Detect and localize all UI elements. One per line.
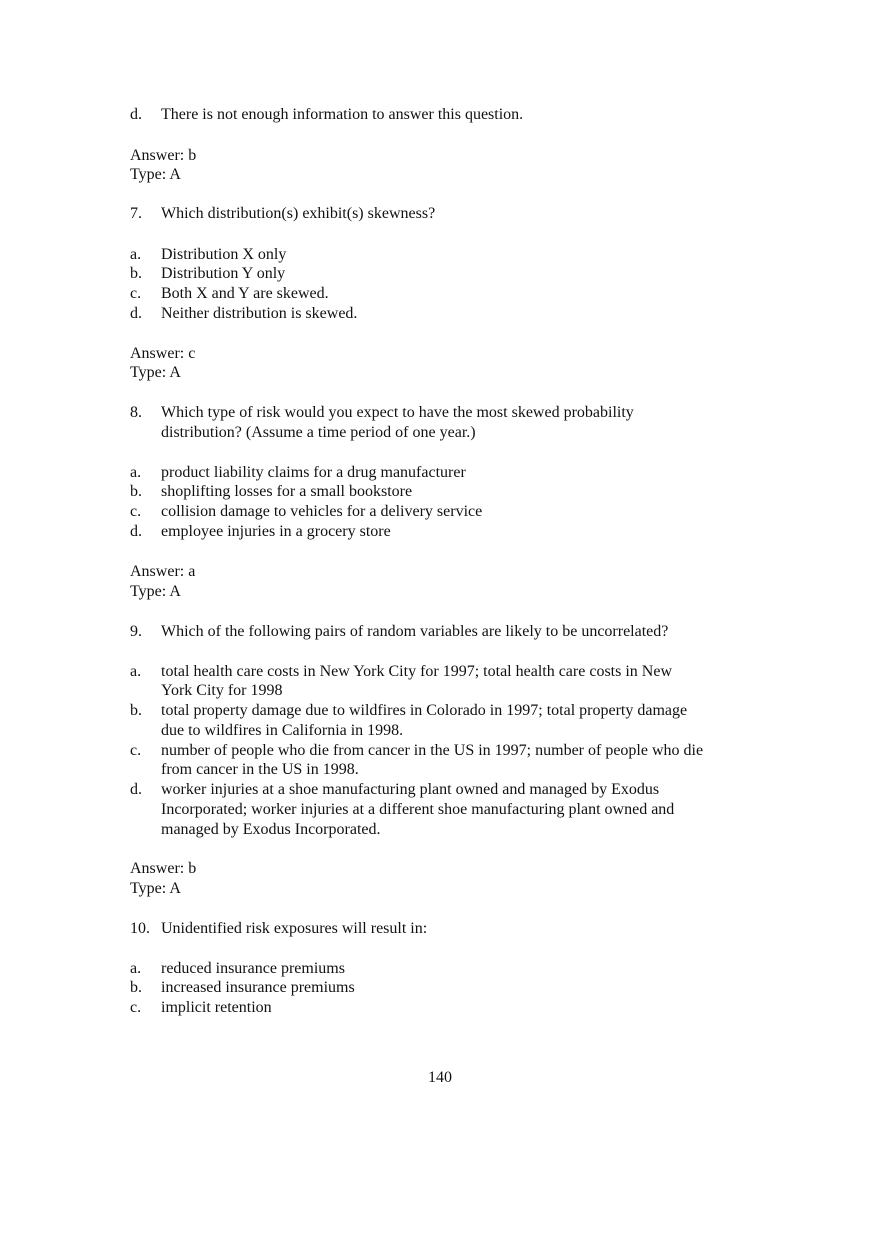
option-letter: c. [130, 503, 142, 520]
option-text: number of people who die from cancer in the US in 1997; number of people who die [161, 742, 704, 759]
option-text: There is not enough information to answer this question. [161, 106, 524, 123]
option-text: from cancer in the US in 1998. [161, 761, 359, 778]
option-text: collision damage to vehicles for a delivery service [161, 503, 483, 520]
answer-line: Answer: b [130, 860, 197, 877]
option-text: product liability claims for a drug manufacturer [161, 464, 466, 481]
option-letter: b. [130, 979, 142, 996]
option-letter: a. [130, 960, 142, 977]
option-text: increased insurance premiums [161, 979, 355, 996]
option-text: due to wildfires in California in 1998. [161, 722, 404, 739]
option-letter: a. [130, 663, 142, 680]
option-letter: c. [130, 999, 142, 1016]
question-text: Which distribution(s) exhibit(s) skewness? [161, 205, 436, 222]
option-letter: d. [130, 106, 142, 123]
option-letter: c. [130, 742, 142, 759]
question-text: Which type of risk would you expect to have the most skewed probability [161, 404, 634, 421]
option-letter: a. [130, 464, 142, 481]
option-text: worker injuries at a shoe manufacturing plant owned and managed by Exodus [161, 781, 660, 798]
question-text: Unidentified risk exposures will result in: [161, 920, 428, 937]
option-text: Both X and Y are skewed. [161, 285, 329, 302]
option-letter: d. [130, 523, 142, 540]
type-line: Type: A [130, 880, 181, 897]
option-text: Neither distribution is skewed. [161, 305, 358, 322]
option-text: total property damage due to wildfires in Colorado in 1997; total property damage [161, 702, 688, 719]
question-number: 7. [130, 205, 142, 222]
option-text: York City for 1998 [161, 682, 283, 699]
question-text: Which of the following pairs of random variables are likely to be uncorrelated? [161, 623, 669, 640]
answer-line: Answer: c [130, 345, 196, 362]
option-letter: c. [130, 285, 142, 302]
option-text: employee injuries in a grocery store [161, 523, 391, 540]
option-text: shoplifting losses for a small bookstore [161, 483, 413, 500]
type-line: Type: A [130, 166, 181, 183]
question-text: distribution? (Assume a time period of one year.) [161, 424, 476, 441]
question-number: 8. [130, 404, 142, 421]
option-letter: a. [130, 246, 142, 263]
option-text: implicit retention [161, 999, 272, 1016]
option-text: Distribution Y only [161, 265, 286, 282]
question-number: 9. [130, 623, 142, 640]
page-number: 140 [428, 1069, 452, 1086]
option-letter: d. [130, 305, 142, 322]
type-line: Type: A [130, 364, 181, 381]
option-text: Incorporated; worker injuries at a different shoe manufacturing plant owned and [161, 801, 675, 818]
option-text: Distribution X only [161, 246, 287, 263]
answer-line: Answer: b [130, 147, 197, 164]
option-text: reduced insurance premiums [161, 960, 345, 977]
option-letter: d. [130, 781, 142, 798]
answer-line: Answer: a [130, 563, 196, 580]
type-line: Type: A [130, 583, 181, 600]
option-letter: b. [130, 483, 142, 500]
option-text: managed by Exodus Incorporated. [161, 821, 381, 838]
option-text: total health care costs in New York City for 1997; total health care costs in New [161, 663, 672, 680]
question-number: 10. [130, 920, 150, 937]
option-letter: b. [130, 702, 142, 719]
option-letter: b. [130, 265, 142, 282]
